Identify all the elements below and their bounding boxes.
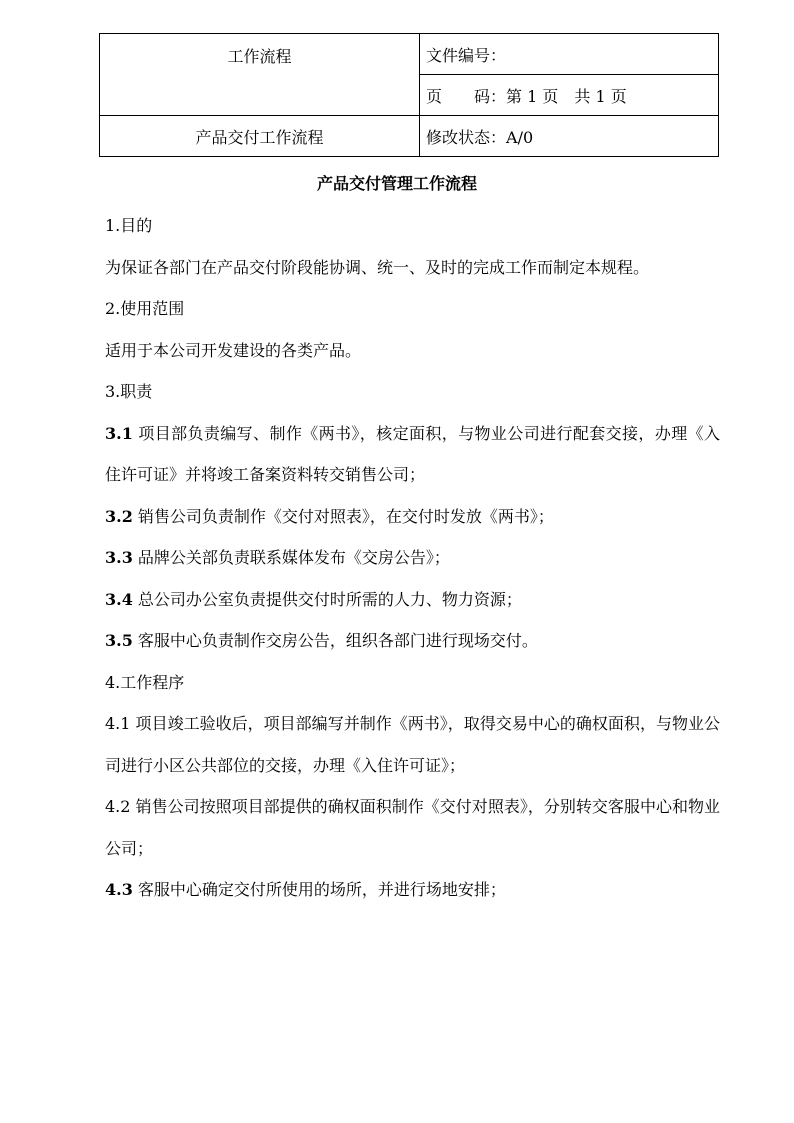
page-value: 第 1 页 共 1 页 [506, 86, 627, 106]
paragraph: 适用于本公司开发建设的各类产品。 [105, 340, 362, 360]
item-text: 客服中心负责制作交房公告，组织各部门进行现场交付。 [132, 631, 538, 650]
header-table [99, 33, 719, 157]
section-heading: 1.目的 [105, 216, 153, 235]
section-heading: 3.职责 [105, 382, 153, 401]
item-text: 品牌公关部负责联系媒体发布《交房公告》； [132, 548, 450, 567]
section-heading: 2.使用范围 [105, 299, 185, 318]
document-title: 产品交付管理工作流程 [316, 174, 477, 193]
item-number: 3.5 [105, 631, 133, 650]
item-number: 4.2 [105, 797, 131, 816]
doc-number-label: 文件编号： [426, 45, 507, 65]
section-heading: 4.工作程序 [105, 672, 185, 692]
item-number: 3.4 [105, 589, 133, 609]
item-text: 客服中心确定交付所使用的场所，并进行场地安排； [132, 880, 506, 899]
revision-value: A/0 [506, 127, 534, 147]
item-number: 3.1 [105, 423, 133, 443]
page-number-cell [420, 75, 719, 116]
item-number: 3.2 [105, 506, 133, 526]
revision-cell [420, 116, 719, 157]
item-text: 总公司办公室负责提供交付时所需的人力、物力资源； [132, 589, 522, 609]
paragraph: 为保证各部门在产品交付阶段能协调、统一、及时的完成工作而制定本规程。 [105, 257, 650, 277]
list-item [105, 703, 720, 786]
item-text: 销售公司负责制作《交付对照表》，在交付时发放《两书》； [132, 506, 554, 526]
list-item [105, 537, 720, 579]
doc-number-cell [420, 34, 719, 75]
list-item [105, 869, 720, 911]
item-text: 项目竣工验收后，项目部编写并制作《两书》，取得交易中心的确权面积，与物业公司进行小区公共部位的交接，办理《入住许可证》； [105, 714, 720, 775]
list-item [105, 496, 720, 538]
item-number: 4.1 [105, 714, 131, 733]
list-item [105, 620, 720, 662]
item-number: 4.3 [105, 880, 133, 899]
process-name-cell [100, 116, 420, 157]
list-item [105, 579, 720, 621]
list-item [105, 413, 720, 496]
page-label: 页 码： [426, 86, 507, 106]
item-text: 销售公司按照项目部提供的确权面积制作《交付对照表》，分别转交客服中心和物业公司； [105, 797, 720, 858]
item-number: 3.3 [105, 548, 133, 567]
process-label: 工作流程 [227, 47, 292, 66]
process-label-cell [100, 34, 420, 116]
item-text: 项目部负责编写、制作《两书》，核定面积，与物业公司进行配套交接，办理《入住许可证》并将竣工备案资料转交销售公司； [105, 423, 720, 484]
process-name: 产品交付工作流程 [195, 127, 324, 147]
list-item [105, 786, 720, 869]
revision-label: 修改状态： [426, 127, 507, 147]
document-body [105, 205, 720, 911]
